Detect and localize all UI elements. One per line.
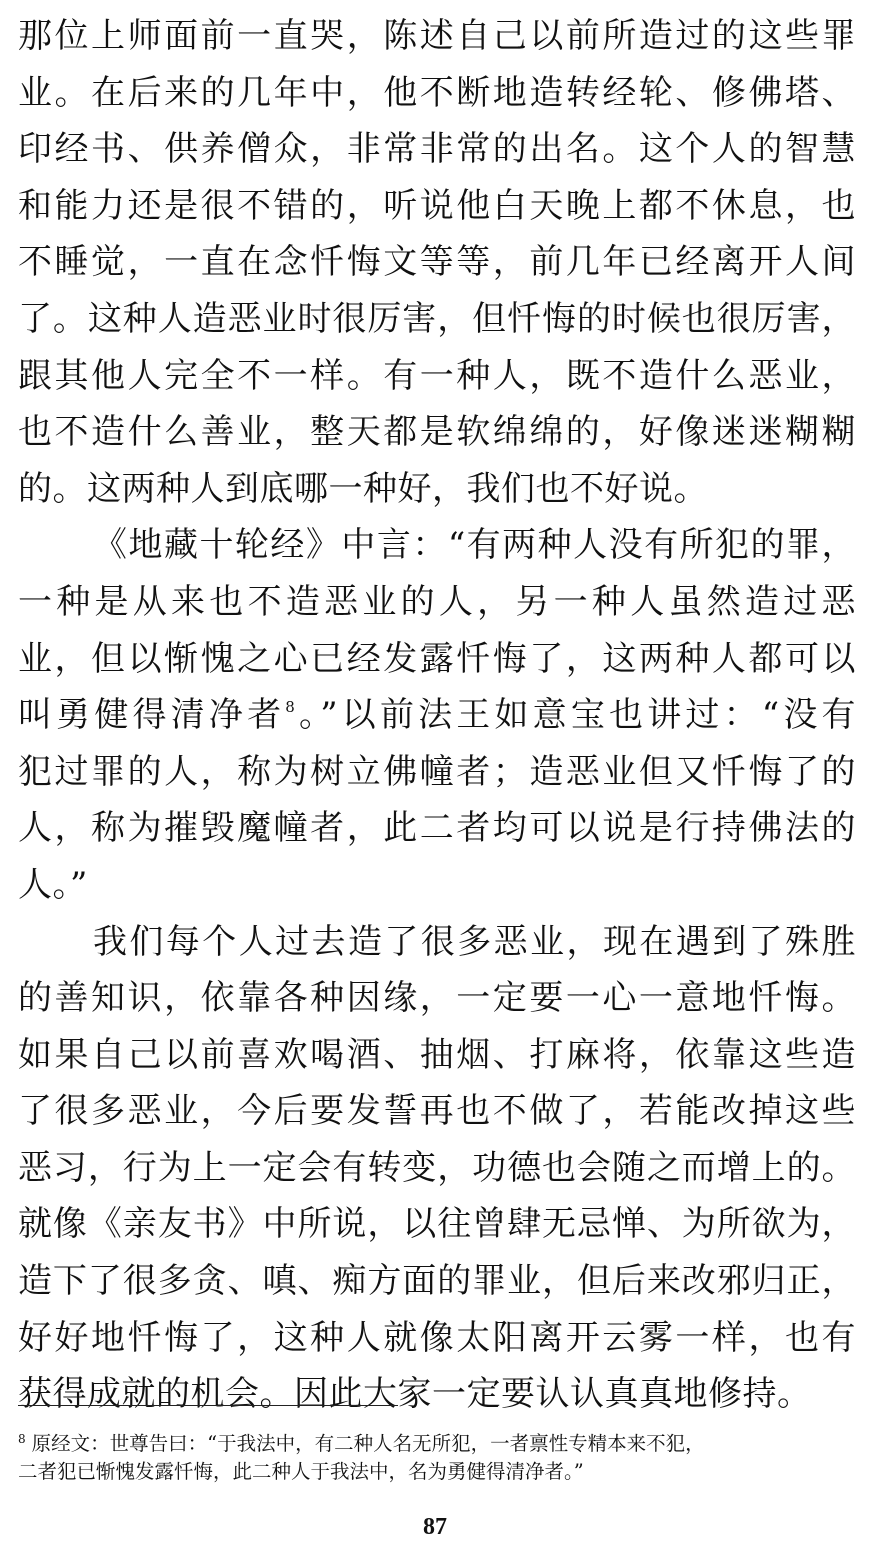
text-line: 了。这种人造恶业时很厉害，但忏悔的时候也很厉害， <box>18 298 856 339</box>
text-line-with-footnote-ref <box>18 687 856 744</box>
text-line: 就像《亲友书》中所说，以往曾肆无忌惮、为所欲为， <box>18 1204 856 1245</box>
text-segment: 叫勇健得清净者 <box>18 695 286 736</box>
text-line: 了很多恶业，今后要发誓再也不做了，若能改掉这些 <box>18 1091 856 1132</box>
text-line: 那位上师面前一直哭，陈述自己以前所造过的这些罪 <box>18 16 856 56</box>
text-line: 的善知识，依靠各种因缘，一定要一心一意地忏悔。 <box>18 978 856 1019</box>
footnote-reference: 8 <box>285 698 296 717</box>
text-line: 《地藏十轮经》中言：“有两种人没有所犯的罪， <box>93 525 856 566</box>
body-text <box>18 8 856 1423</box>
text-line: 的。这两种人到底哪一种好，我们也不好说。 <box>18 468 708 509</box>
footnote-divider <box>18 1405 398 1406</box>
text-line: 造下了很多贪、嗔、痴方面的罪业，但后来改邪归正， <box>18 1261 856 1302</box>
text-line: 也不造什么善业，整天都是软绵绵的，好像迷迷糊糊 <box>18 412 856 453</box>
text-line: 犯过罪的人，称为树立佛幢者；造恶业但又忏悔了的 <box>18 751 856 792</box>
text-line: 恶习，行为上一定会有转变，功德也会随之而增上的。 <box>18 1147 856 1188</box>
text-line: 获得成就的机会。因此大家一定要认认真真地修持。 <box>18 1374 812 1415</box>
text-line: 好好地忏悔了，这种人就像太阳离开云雾一样，也有 <box>18 1317 856 1358</box>
footnote-line <box>18 1425 858 1458</box>
text-line: 印经书、供养僧众，非常非常的出名。这个人的智慧 <box>18 129 856 170</box>
text-line: 和能力还是很不错的，听说他白天晚上都不休息，也 <box>18 185 856 226</box>
text-line: 如果自己以前喜欢喝酒、抽烟、打麻将，依靠这些造 <box>18 1034 856 1075</box>
text-line: 跟其他人完全不一样。有一种人，既不造什么恶业， <box>18 355 856 396</box>
text-line: 一种是从来也不造恶业的人，另一种人虽然造过恶 <box>18 581 856 622</box>
text-line: 业。在后来的几年中，他不断地造转经轮、修佛塔、 <box>18 72 856 113</box>
page-number: 87 <box>423 1514 447 1540</box>
text-line: 业，但以惭愧之心已经发露忏悔了，这两种人都可以 <box>18 638 856 679</box>
footnote-line: 二者犯已惭愧发露忏悔，此二种人于我法中，名为勇健得清净者。” <box>18 1460 584 1483</box>
text-line: 不睡觉，一直在念忏悔文等等，前几年已经离开人间 <box>18 242 856 283</box>
text-line: 人，称为摧毁魔幢者，此二者均可以说是行持佛法的 <box>18 808 856 849</box>
text-line: 我们每个人过去造了很多恶业，现在遇到了殊胜 <box>93 921 856 962</box>
text-line: 人。” <box>18 864 88 905</box>
footnote <box>18 1425 858 1486</box>
footnote-number: 8 <box>18 1432 26 1446</box>
footnote-text: 原经文：世尊告曰：“于我法中，有二种人名无所犯，一者禀性专精本来不犯， <box>31 1432 705 1455</box>
text-segment: 。”以前法王如意宝也讲过：“没有 <box>295 695 857 736</box>
